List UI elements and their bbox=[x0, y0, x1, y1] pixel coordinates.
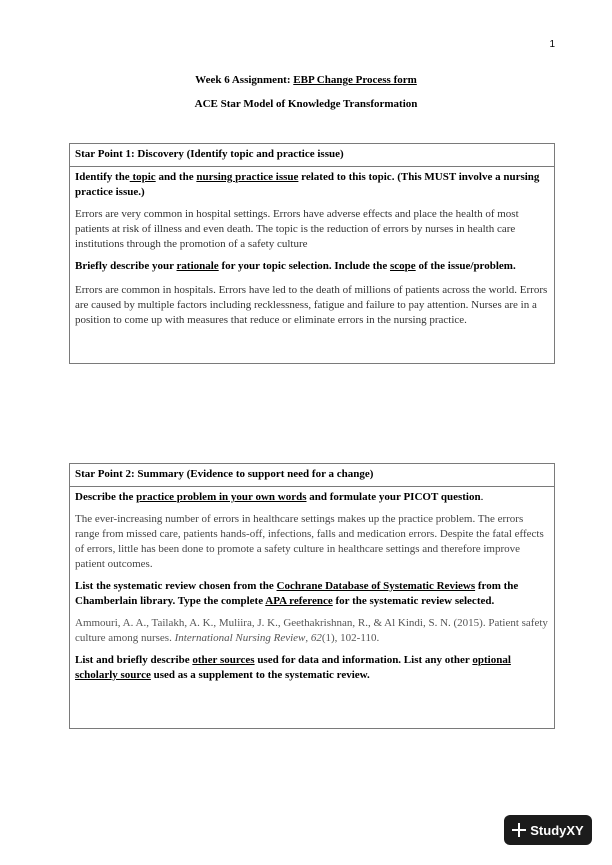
star-point-2-table bbox=[69, 463, 555, 729]
star-point-1-question-topic: Identify the topic and the nursing practice issue related to this topic. (This MUST involve a nursing practice issue.) bbox=[75, 171, 540, 198]
star-point-2-answer-problem: The ever-increasing number of errors in healthcare settings makes up the practice problem. The errors range from missed care, patients hands-off, infections, falls and medication errors. Despite the fatal effects of errors, little has been done to promote a safety culture in healthcare settings and therefore improve patient outcomes. bbox=[75, 513, 544, 570]
star-point-1-table bbox=[69, 143, 555, 364]
star-point-2-question-other-sources: List and briefly describe other sources used for data and information. List any other optional scholarly source used as a supplement to the systematic review. bbox=[75, 654, 511, 681]
title-form-name: EBP Change Process form bbox=[293, 74, 417, 86]
star-point-1-answer-topic: Errors are very common in hospital settings. Errors have adverse effects and place the health of most patients at risk of illness and even death. The topic is the reduction of errors by nurses in health care institutions through the promotion of a safety culture bbox=[75, 208, 519, 250]
title-prefix: Week 6 Assignment: bbox=[195, 74, 294, 86]
document-title bbox=[0, 74, 612, 86]
star-point-1-answer-rationale: Errors are common in hospitals. Errors have led to the death of millions of patients across the world. Errors are caused by multiple factors including recklessness, fatigue and failure to pay attention. Nurses are in a position to come up with measures that reduce or eliminate errors in the nursing practice. bbox=[75, 284, 548, 326]
studyxy-watermark-badge[interactable] bbox=[504, 815, 592, 845]
star-point-2-question-problem: Describe the practice problem in your own words and formulate your PICOT question. bbox=[75, 491, 484, 503]
star-point-1-question-rationale: Briefly describe your rationale for your topic selection. Include the scope of the issue/problem. bbox=[75, 260, 516, 272]
plus-icon bbox=[512, 823, 526, 837]
star-point-1-header: Star Point 1: Discovery (Identify topic and practice issue) bbox=[70, 144, 554, 167]
star-point-2-apa-reference: Ammouri, A. A., Tailakh, A. K., Muliira, J. K., Geethakrishnan, R., & Al Kindi, S. N. (2015). Patient safety culture among nurses. International Nursing Review, 62(1), 102-110. bbox=[75, 617, 548, 644]
page-number: 1 bbox=[549, 39, 555, 50]
star-point-2-header: Star Point 2: Summary (Evidence to support need for a change) bbox=[70, 464, 554, 487]
document-subtitle: ACE Star Model of Knowledge Transformation bbox=[194, 98, 418, 110]
studyxy-brand-text: StudyXY bbox=[530, 822, 584, 838]
star-point-2-question-review: List the systematic review chosen from the Cochrane Database of Systematic Reviews from the Chamberlain library. Type the complete APA reference for the systematic review selected. bbox=[75, 580, 519, 607]
